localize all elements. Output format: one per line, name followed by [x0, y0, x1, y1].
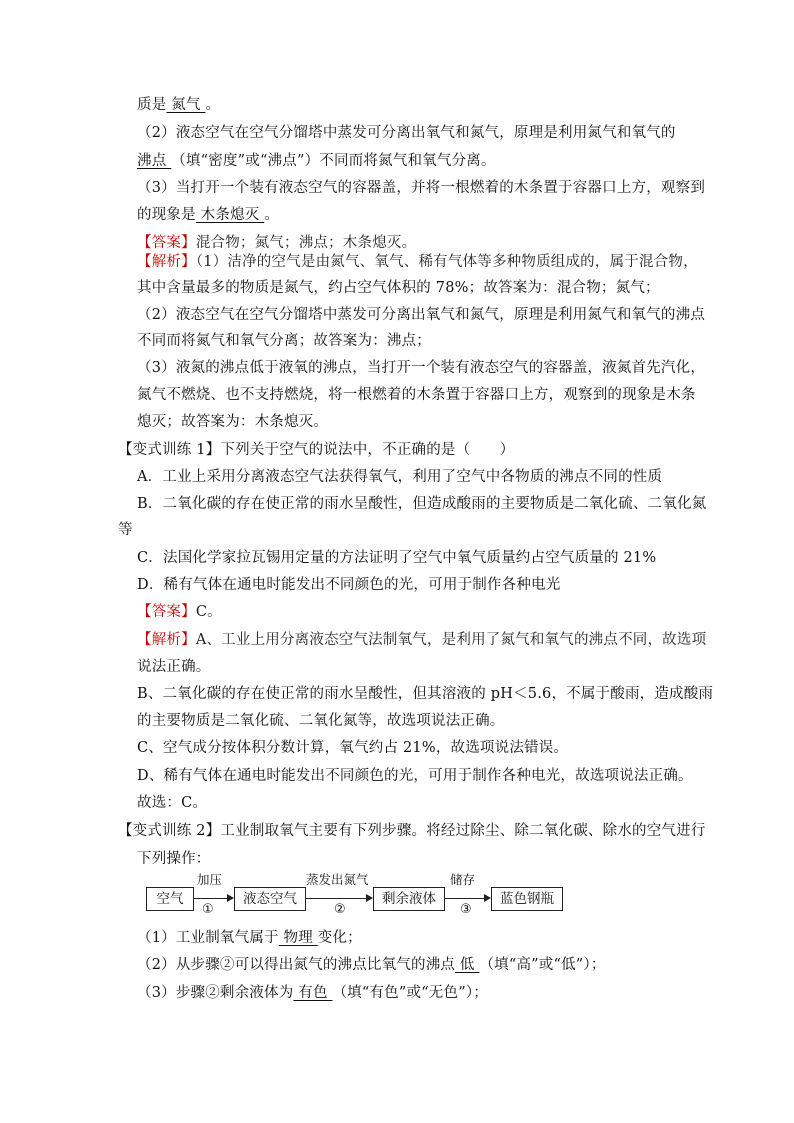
option-c: C．法国化学家拉瓦锡用定量的方法证明了空气中氧气质量约占空气质量的 21%	[137, 550, 657, 566]
text-line: D、稀有气体在通电时能发出不同颜色的光，可用于制作各种电光，故选项说法正确。	[137, 768, 693, 784]
arrow-line	[194, 898, 230, 899]
text-line: 等	[118, 522, 133, 538]
option-b: B．二氧化碳的存在使正常的雨水呈酸性，但造成酸雨的主要物质是二氧化硫、二氧化氮	[137, 496, 707, 512]
arrow-label: 加压	[197, 872, 223, 887]
text-line: 的现象是 木条熄灭 。	[137, 207, 279, 223]
text-line: 下列操作：	[137, 851, 211, 867]
option-a: A．工业上采用分离液态空气法获得氧气，利用了空气中各物质的沸点不同的性质	[137, 469, 663, 485]
text-line: 不同而将氮气和氧气分离；故答案为：沸点；	[137, 333, 431, 349]
answer-tag: 【答案】	[137, 604, 196, 620]
arrow-label: 蒸发出氮气	[306, 872, 369, 887]
text-line: 质是 氮气 。	[137, 97, 221, 113]
text-line: C、空气成分按体积分数计算，氧气约占 21%，故选项说法错误。	[137, 740, 569, 756]
step-number: ②	[334, 902, 346, 917]
analysis-line: 【解析】（1）洁净的空气是由氮气、氧气、稀有气体等多种物质组成的，属于混合物，	[137, 254, 698, 270]
flow-box-air: 空气	[146, 887, 194, 911]
arrow-line	[445, 898, 487, 899]
text-line: 沸点 （填“密度”或“沸点”）不同而将氮气和氧气分离。	[137, 153, 496, 169]
text-line: 其中含量最多的物质是氮气，约占空气体积的 78%；故答案为：混合物；氮气；	[137, 280, 660, 296]
text-line: （3）液氮的沸点低于液氧的沸点，当打开一个装有液态空气的容器盖，液氮首先汽化，	[137, 360, 706, 376]
answer-line: 【答案】混合物；氮气；沸点；木条熄灭。	[137, 235, 417, 251]
text-line: 熄灭；故答案为：木条熄灭。	[137, 414, 329, 430]
question-heading: 【变式训练 1】下列关于空气的说法中，不正确的是（ ）	[118, 442, 515, 458]
text-line: （2）液态空气在空气分馏塔中蒸发可分离出氧气和氮气，原理是利用氮气和氧气的沸点	[137, 307, 706, 323]
text-line: B、二氧化碳的存在使正常的雨水呈酸性，但其溶液的 pH＜5.6，不属于酸雨，造成酸雨	[137, 686, 714, 702]
text-line: （2）液态空气在空气分馏塔中蒸发可分离出氧气和氮气，原理是利用氮气和氧气的	[137, 125, 676, 141]
analysis-line: 【解析】A、工业上用分离液态空气法制氧气，是利用了氮气和氧气的沸点不同，故选项	[137, 632, 707, 648]
process-flow-diagram	[146, 872, 566, 925]
arrow-head-icon	[484, 894, 491, 902]
question-heading: 【变式训练 2】工业制取氧气主要有下列步骤。将经过除尘、除二氧化碳、除水的空气进行	[118, 823, 706, 839]
answer-line: 【答案】C。	[137, 604, 222, 620]
step-number: ③	[460, 902, 472, 917]
text-line: （3）当打开一个装有液态空气的容器盖，并将一根燃着的木条置于容器口上方，观察到	[137, 180, 706, 196]
arrow-head-icon	[227, 894, 234, 902]
arrow-line	[306, 898, 369, 899]
option-d: D．稀有气体在通电时能发出不同颜色的光，可用于制作各种电光	[137, 577, 561, 593]
text-line: 的主要物质是二氧化硫、二氧化氮等，故选项说法正确。	[137, 713, 505, 729]
flow-box-liquid-air: 液态空气	[234, 887, 306, 911]
flow-box-remaining-liquid: 剩余液体	[373, 887, 445, 911]
text-line: 故选：C。	[137, 795, 208, 811]
flow-box-blue-cylinder: 蓝色钢瓶	[491, 887, 563, 911]
arrow-head-icon	[366, 894, 373, 902]
text-line: 氮气不燃烧、也不支持燃烧，将一根燃着的木条置于容器口上方，观察到的现象是木条	[137, 387, 696, 403]
arrow-label: 储存	[450, 872, 476, 887]
text-line: （3）步骤②剩余液体为 有色 （填“有色”或“无色”）；	[137, 985, 488, 1001]
analysis-tag: 【解析】	[137, 254, 196, 270]
analysis-tag: 【解析】	[137, 632, 196, 648]
text-line: 说法正确。	[137, 659, 211, 675]
answer-tag: 【答案】	[137, 235, 196, 251]
text-line: （2）从步骤②可以得出氮气的沸点比氧气的沸点 低 （填“高”或“低”）；	[137, 957, 606, 973]
step-number: ①	[202, 902, 214, 917]
text-line: （1）工业制氧气属于 物理 变化；	[137, 930, 362, 946]
